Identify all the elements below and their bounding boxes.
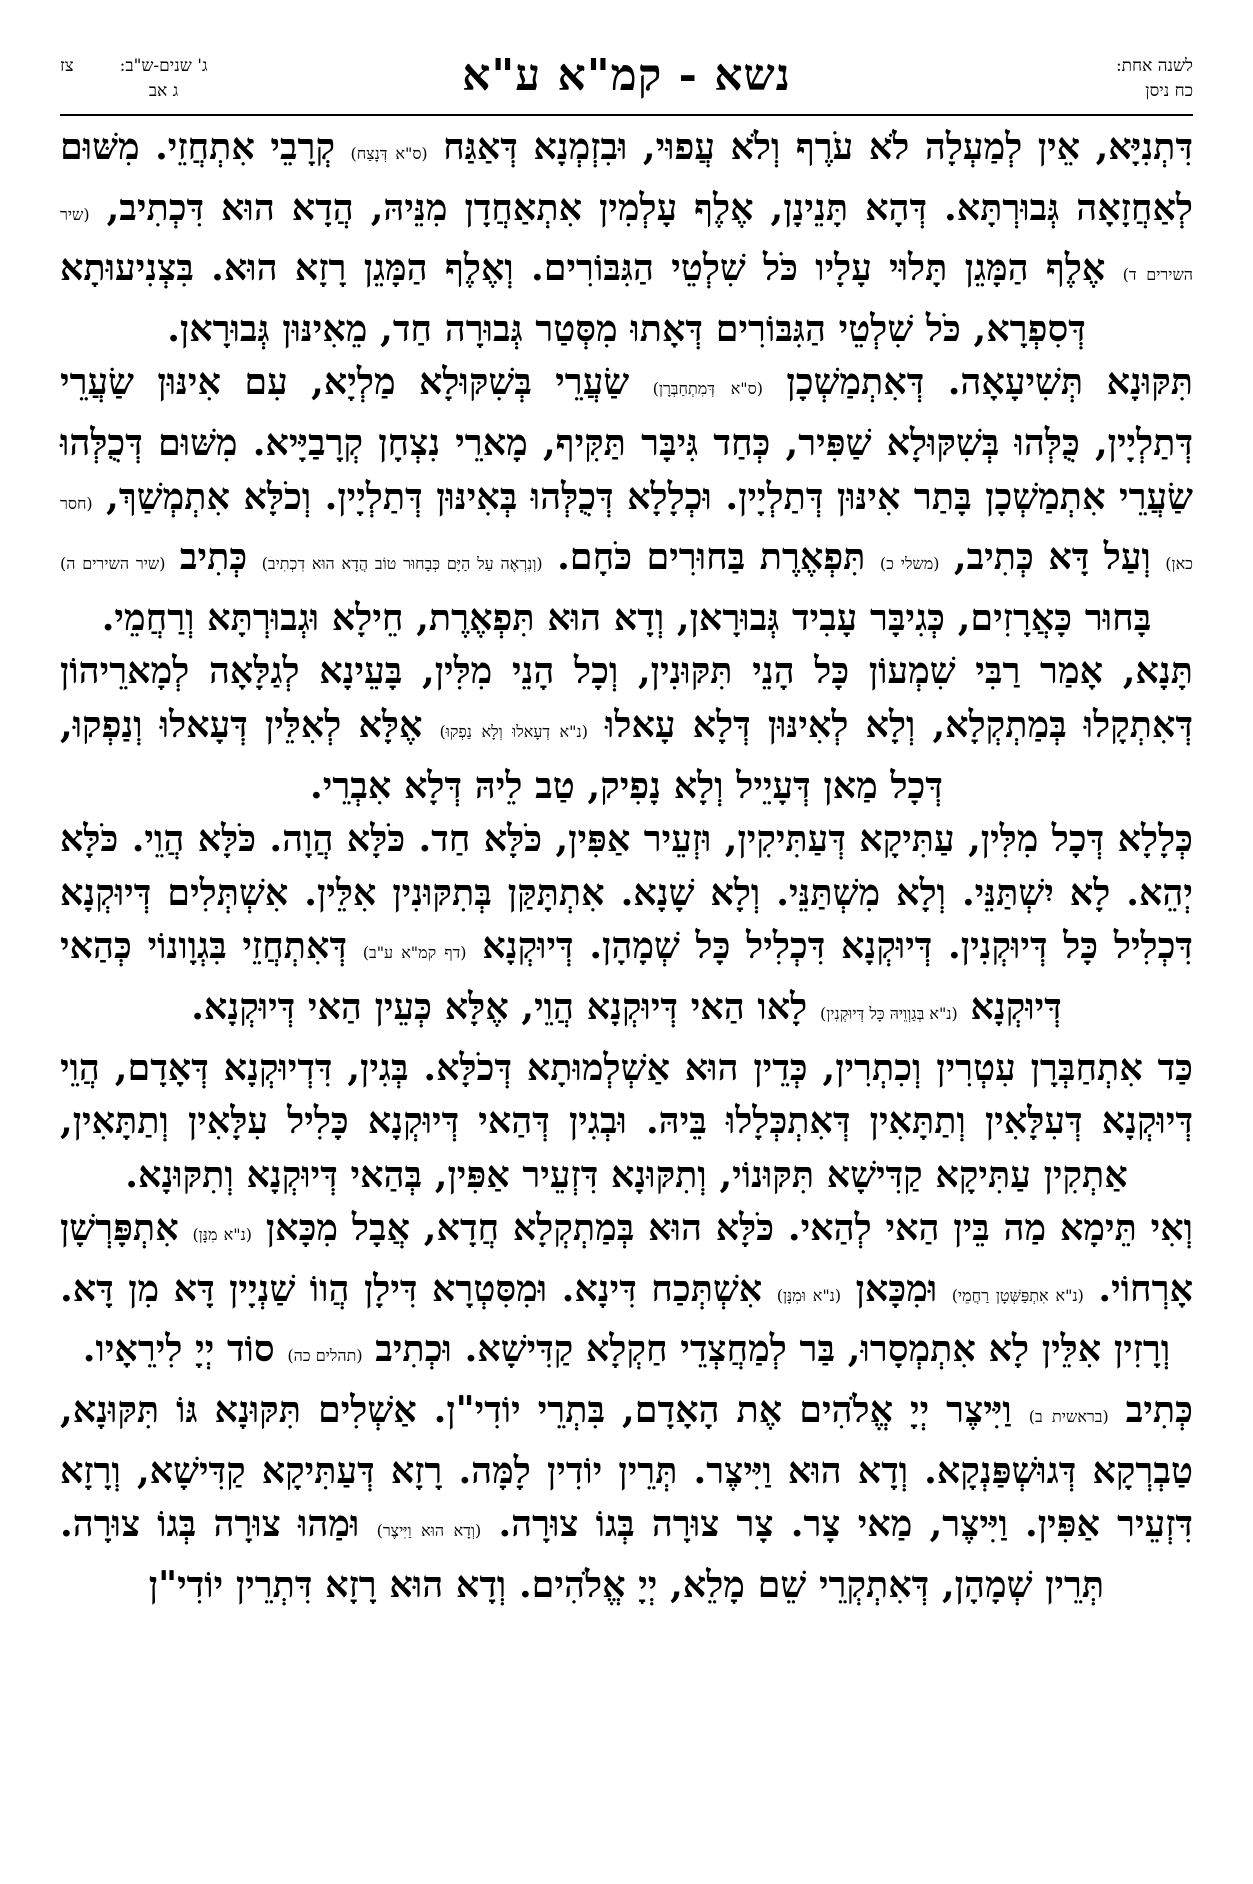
one-year-schedule-date: כח ניסן: [1145, 81, 1193, 101]
source-reference: (וְנִרְאֶה עַל הַיָּם כְּבָחוּר טוֹב הֲדָא הוּא דִכְתִיב): [261, 554, 543, 574]
paragraph-text: וַיִּיצֶר יְיָ אֱלֹהִים אֶת הָאָדָם, בִּתְרֵי יוֹדִי"ן. אַשְׁלִים תִּקּוּנָא גּוֹ תִּקּוּנָא, טַבְרְקָא דְּגוּשְׁפַּנְקָא. וְדָא הוּא וַיִּיצֶר. תְּרֵין יוֹדִין לָמָּה. רָזָא דְּעַתִּיקָא קַדִּישָׁא, וְרָזָא דִּזְעֵיר אַפִּין. וַיִּיצֶר, מַאי צָר. צָר צוּרָה בְּגוֹ צוּרָה.: [60, 1388, 1193, 1546]
source-reference: (דף קמ"א ע"ב): [362, 943, 467, 963]
paragraph-text: אִתְפָּרְשָׁן אָרְחוֹי.: [60, 1206, 1194, 1310]
paragraph-text: שַׂעֲרֵי בְּשִׁקּוּלָא מַלְיָא, עִם אִינּוּן שַׂעֲרֵי דְּתַלְיָין, כֻּלְּהוּ בְּשִׁקּוּלָא שַׁפִּיר, כְּחַד גִּיבָּר תַּקִּיף, מָארֵי נִצְחָן קְרָבַיָּיא. מִשּׁוּם דְּכֻלְּהוּ שַׂעֲרֵי אִתְמַשְׁכָן בָּתַר אִינּוּן דְּתַלְיָין. וּכְלָלָא דְּכֻלְּהוּ בְּאִינּוּן דְּתַלְיָין. וְכֹלָּא אִתְמְשַׁךְ,: [60, 360, 1193, 518]
paragraph-text: סוֹד יְיָ לִירֵאָיו.: [82, 1327, 288, 1371]
paragraph-text: אֶלָּא לְאִלֵּין דְּעָאלוּ וְנַפְקוּ, דְּכָל מַאן דְּעָיֵיל וְלָא נָפִיק, טַב לֵיהּ דְּלָא אִבְרֵי.: [60, 702, 943, 807]
page-title: נשא - קמ"א ע"א: [462, 50, 791, 101]
paragraph-text: דִּתְנִיָּא, אֵין לְמַעְלָה לֹא עֹרֶף וְלֹא עֲפוּי, וּבִזְמְנָא דְּאַגַּח: [427, 125, 1193, 168]
source-reference: (נ"א דְעָאלוּ וְלָא נַפְקוּ): [439, 721, 588, 741]
source-reference: (ס"א דְּנָצַח): [350, 144, 428, 163]
paragraph-text: אִשְׁתְּכַח דִּינָא. וּמִסִּטְרָא דִּילָן הֲווֹ שַׁנְיָין דָּא מִן דָּא. וְרָזִין אִלֵּין לָא אִתְמְסָרוּ, בַּר לְמַחֲצְדֵי חַקְלָא קַדִּישָׁא. וּכְתִיב: [60, 1266, 1171, 1371]
three-year-schedule-date: ג אב: [148, 81, 179, 101]
paragraph-text: אֶלֶף הַמָּגֵן תָּלוּי עָלָיו כֹּל שִׁלְטֵי הַגִּבּוֹרִים. וְאֶלֶף הַמָּגֵן רָזָא הוּא. בִּצְנִיעוּתָא דְּסִפְרָא, כֹּל שִׁלְטֵי הַגִּבּוֹרִים דְּאָתוּ מִסְּטַר גְּבוּרָה חַד, מֵאִינּוּן גְּבוּרָאן.: [60, 246, 1123, 350]
text-paragraph: [60, 812, 1193, 1040]
paragraph-text: תִּקּוּנָא תְּשִׁיעָאָה. דְּאִתְמַשְׁכָן: [763, 360, 1194, 404]
paragraph-text: קְרָבֵי אִתְחֲזֵי. מִשּׁוּם לְאַחֲזָאָה גְּבוּרְתָּא. דְּהָא תָּנֵינָן, אֶלֶף עָלְמִין אִתְאַחֲדָן מִנֵּיהּ, הֲדָא הוּא דִּכְתִיב,: [60, 125, 1193, 229]
page-header: [60, 40, 1193, 116]
source-reference: (משלי כ): [879, 554, 940, 574]
paragraph-text: תָּנָא, אָמַר רַבִּי שִׁמְעוֹן כָּל הָנֵי תִּקּוּנִין, וְכָל הָנֵי מִלִּין, בָּעֵינָא לְגַלָּאָה לְמָארֵיהוֹן דְּאִתְקָלוּ בְּמַתְקְלָא, וְלָא לְאִינּוּן דְּלָא עָאלוּ: [60, 649, 1193, 746]
paragraph-text: כְּתִיב: [1108, 1388, 1194, 1432]
source-reference: (וְדָא הוּא וַיִּיצֶר): [376, 1521, 482, 1541]
paragraph-text: וְאִי תֵּימָא מַה בֵּין הַאי לְהַאי. כֹּלָּא הוּא בְּמַתְקְלָא חֲדָא, אֲבָל מִכָּאן: [252, 1206, 1193, 1250]
source-reference: (שיר השירים ה): [60, 554, 166, 574]
text-paragraph: [60, 1041, 1193, 1202]
source-reference: (נ"א בְּגַוְוֵיהּ כָּל דְּיוּקְנִין): [819, 1003, 958, 1023]
text-paragraph: [60, 1383, 1193, 1611]
paragraph-text: וּמִכָּאן: [841, 1266, 952, 1310]
text-paragraph: [60, 355, 1193, 644]
paragraph-text: כְּלָלָא דְּכָל מִלִּין, עַתִּיקָא דְּעַתִּיקִין, וּזְעֵיר אַפִּין, כֹּלָּא חַד. כֹּלָּא הֲוָה. כֹּלָּא הֲוֵי. כֹּלָּא יְהֵא. לָא יִשְׁתַּנֵּי. וְלָא מִשְׁתַּנֵּי. וְלָא שָׁנָא. אִתְתָּקַּן בְּתִקּוּנִין אִלֵּין. אִשְׁתְּלִים דְּיוּקְנָא דִּכְלִיל כָּל דְּיוּקְנִין. דְּיוּקְנָא דִּכְלִיל כָּל שְׁמָהָן. דְּיוּקְנָא: [60, 817, 1193, 968]
text-paragraph: [60, 1201, 1193, 1383]
source-reference: (נ"א אִתְפַּשְּׁטָן רַחֲמֵי): [951, 1285, 1084, 1305]
source-reference: (תהלים כה): [287, 1346, 363, 1366]
source-reference: (ס"א דְּמִתְחַבְּרָן): [652, 379, 764, 399]
paragraph-text: תִּפְאֶרֶת בַּחוּרִים כֹּחָם.: [542, 535, 880, 579]
source-reference: (חסר כאן): [60, 493, 1193, 574]
one-year-schedule-label: לשנה אחת:: [1115, 56, 1193, 76]
paragraph-text: וְעַל דָּא כְּתִיב,: [939, 535, 1166, 579]
source-reference: (נ"א מִנָּן): [192, 1225, 253, 1245]
paragraph-text: בָּחוּר כָּאֲרָזִים, כְּגִיבָּר עָבִיד גְּבוּרָאן, וְדָא הוּא תִּפְאֶרֶת, חֵילָא וּגְבוּרְתָּא וְרַחֲמֵי.: [101, 595, 1152, 639]
paragraph-text: דְּאִתְחֲזֵי בִּגְוָונוֹי כְּהַאי דְּיוּקְנָא: [60, 924, 1062, 1028]
three-year-schedule: [60, 54, 208, 104]
paragraph-text: לָאו הַאי דְּיוּקְנָא הֲוֵי, אֶלָּא כְּעֵין הַאי דְּיוּקְנָא.: [191, 984, 820, 1028]
text-paragraph: [60, 644, 1193, 812]
page-number: צז: [60, 56, 74, 76]
source-reference: (בראשית ב): [1028, 1407, 1109, 1427]
text-body: [60, 120, 1193, 1611]
text-paragraph: [60, 120, 1193, 355]
three-year-schedule-label: ג' שנים-ש"ב:: [119, 56, 208, 76]
paragraph-text: כַּד אִתְחַבְּרָן עִטְרִין וְכִתְרִין, כְּדֵין הוּא אַשְׁלְמוּתָא דְּכֹלָּא. בְּגִין, דִּדְיוּקְנָא דְּאָדָם, הֲוֵי דְּיוּקְנָא דְּעִלָּאִין וְתַתָּאִין דְּאִתְכְּלָלוּ בֵּיהּ. וּבְגִין דְּהַאי דְּיוּקְנָא כָּלִיל עִלָּאִין וְתַתָּאִין, אַתְקִין עַתִּיקָא קַדִּישָׁא תִּקּוּנוֹי, וְתִקּוּנָא דִּזְעֵיר אַפִּין, בְּהַאי דְּיוּקְנָא וְתִקּוּנָא.: [60, 1045, 1194, 1196]
paragraph-text: כְּתִיב: [165, 535, 262, 579]
source-reference: (שיר השירים ד): [60, 204, 1194, 285]
source-reference: (נ"א וּמִנָּן): [776, 1285, 842, 1305]
paragraph-text: וּמַהוּ צוּרָה בְּגוֹ צוּרָה. תְּרֵין שְׁמָהָן, דְּאִתְקְרֵי שֵׁם מָלֵא, יְיָ אֱלֹהִים. וְדָא הוּא רָזָא דִּתְרֵין יוֹדִי"ן: [60, 1502, 1105, 1606]
